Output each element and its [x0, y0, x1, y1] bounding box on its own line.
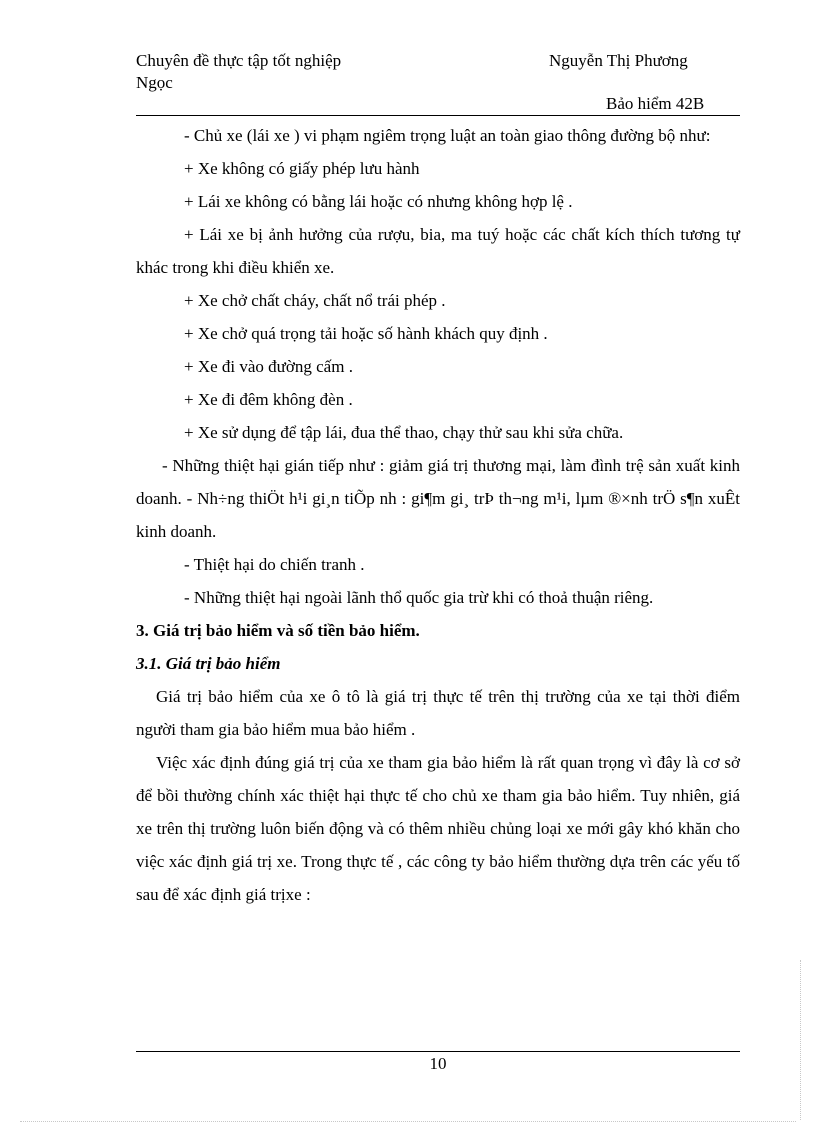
- list-item: + Xe chở chất cháy, chất nổ trái phép .: [184, 291, 446, 310]
- list-item: + Xe sử dụng để tập lái, đua thể thao, chạy thử sau khi sửa chữa.: [184, 423, 624, 442]
- paragraph-war-damage: - Thiệt hại do chiến tranh .: [184, 555, 365, 574]
- list-item: + Xe không có giấy phép lưu hành: [184, 159, 420, 178]
- paragraph-exclusion-violation: - Chủ xe (lái xe ) vi phạm ngiêm trọng luật an toàn giao thông đường bộ như:: [184, 126, 711, 145]
- list-item: + Xe chở quá trọng tải hoặc số hành khách quy định .: [184, 324, 548, 343]
- header-class: Bảo hiểm 42B: [606, 94, 705, 113]
- paragraph-insured-value-definition: Giá trị bảo hiểm của xe ô tô là giá trị thực tế trên thị trường của xe tại thời điểm người tham gia bảo hiểm mua bảo hiểm .: [136, 687, 740, 739]
- page-edge-dotted-right: [800, 960, 801, 1120]
- subsection-heading: 3.1. Giá trị bảo hiểm: [136, 654, 281, 673]
- document-body: [136, 119, 740, 911]
- list-item: + Xe đi đêm không đèn .: [184, 390, 353, 409]
- list-item: + Lái xe bị ảnh hưởng của rượu, bia, ma tuý hoặc các chất kích thích tương tự khác trong khi điều khiển xe.: [136, 225, 740, 277]
- paragraph-foreign-damage: - Những thiệt hại ngoài lãnh thổ quốc gia trừ khi có thoả thuận riêng.: [184, 588, 654, 607]
- header-rule: [136, 115, 740, 116]
- paragraph-insured-value-importance: Việc xác định đúng giá trị của xe tham gia bảo hiểm là rất quan trọng vì đây là cơ sở để bồi thường chính xác thiệt hại thực tế cho chủ xe tham gia bảo hiểm. Tuy nhiên, giá xe trên thị trường luôn biến động và có thêm nhiều chủng loại xe mới gây khó khăn cho việc xác định giá trị xe. Trong thực tế , các công ty bảo hiểm thường dựa trên các yếu tố sau để xác định giá trịxe :: [136, 753, 740, 904]
- paragraph-indirect-damage: - Những thiệt hại gián tiếp như : giảm giá trị thương mại, làm đình trệ sản xuất kinh doanh. - Nh÷ng thiÖt h¹i gi¸n tiÕp nh : gi¶m gi¸ trÞ th¬ng m¹i, lµm ®×nh trÖ s¶n xuÊt kinh doanh.: [136, 456, 740, 541]
- header-author-name-continued: Ngọc: [136, 73, 173, 92]
- page-number: 10: [429, 1054, 447, 1073]
- header-author-name: Nguyễn Thị Phương: [549, 51, 688, 70]
- footer-rule: [136, 1051, 740, 1052]
- page-edge-dotted-bottom: [20, 1121, 796, 1122]
- header-left-title: Chuyên đề thực tập tốt nghiệp: [136, 51, 342, 70]
- list-item: + Xe đi vào đường cấm .: [184, 357, 353, 376]
- list-item: + Lái xe không có bằng lái hoặc có nhưng không hợp lệ .: [184, 192, 573, 211]
- section-heading: 3. Giá trị bảo hiểm và số tiền bảo hiểm.: [136, 621, 420, 640]
